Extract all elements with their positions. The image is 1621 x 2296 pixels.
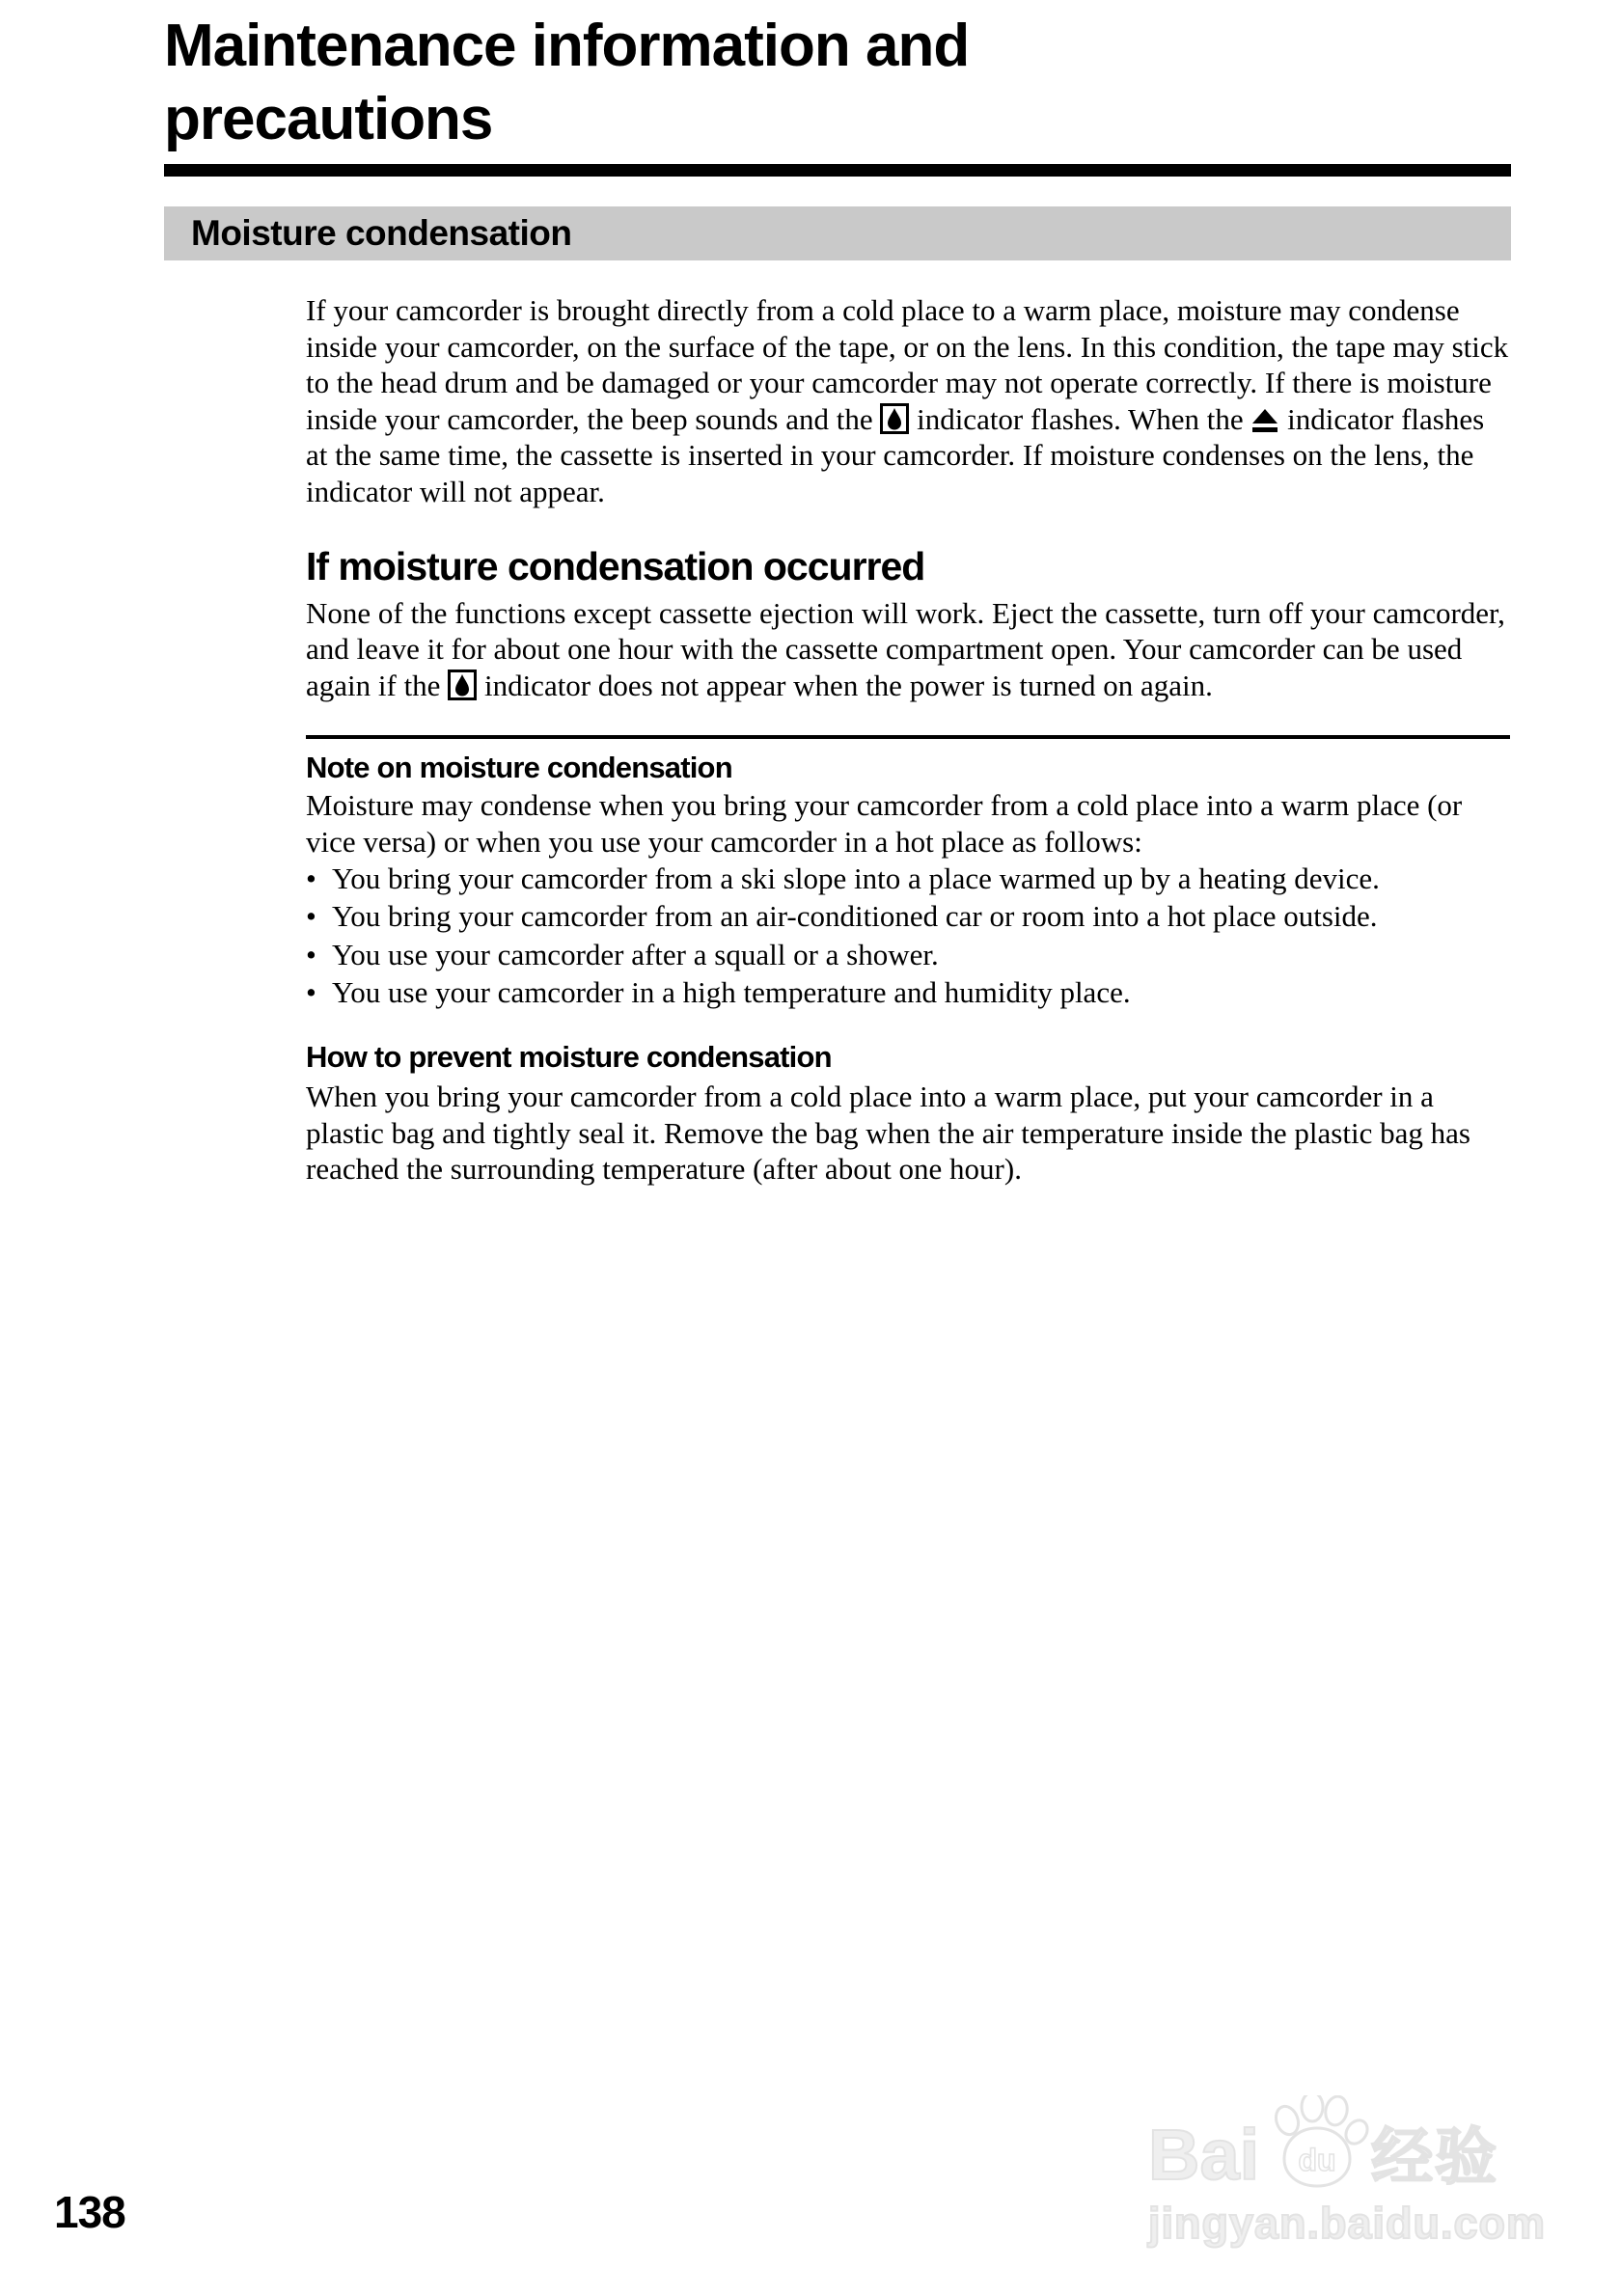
occurred-paragraph bbox=[306, 595, 1510, 704]
moisture-indicator-icon bbox=[880, 402, 909, 436]
baidu-watermark bbox=[1148, 2095, 1563, 2249]
baidu-logo bbox=[1148, 2095, 1563, 2195]
list-item bbox=[306, 937, 1510, 973]
page-number: 138 bbox=[54, 2187, 125, 2237]
baidu-logo-bai-text: Bai bbox=[1148, 2115, 1260, 2195]
list-item bbox=[306, 898, 1510, 935]
intro-paragraph bbox=[306, 292, 1510, 510]
note-divider-rule bbox=[306, 735, 1510, 739]
note-bullet-list bbox=[306, 861, 1510, 1011]
occurred-text-1: None of the functions except cassette ejection will work. Eject the cassette, turn off your camcorder, and leave it for about one hour with the cassette compartment open. Your camcorder can be used again if the bbox=[306, 595, 1505, 702]
eject-indicator-icon bbox=[1250, 402, 1279, 436]
heading-prevent-moisture: How to prevent moisture condensation bbox=[306, 1039, 832, 1074]
heading-note-moisture: Note on moisture condensation bbox=[306, 751, 732, 785]
intro-text-1: If your camcorder is brought directly from a cold place to a warm place, moisture may condense inside your camcorder, on the surface of the tape, or on the lens. In this condition, the tape may stick to the head drum and be damaged or your camcorder may not operate correctly. If there is moisture inside your camcorder, the beep sounds and the bbox=[306, 293, 1509, 436]
bullet-glyph: • bbox=[306, 937, 316, 971]
occurred-text-2: indicator does not appear when the power is turned on again. bbox=[477, 668, 1213, 702]
baidu-paw-icon bbox=[1261, 2095, 1369, 2197]
note-intro-paragraph: Moisture may condense when you bring your camcorder from a cold place into a warm place (or vice versa) or when you use your camcorder in a hot place as follows: bbox=[306, 788, 1463, 859]
list-item bbox=[306, 974, 1510, 1011]
intro-text-3: indicator flashes at the same time, the cassette is inserted in your camcorder. If moisture condenses on the lens, the indicator will not appear. bbox=[306, 401, 1485, 508]
bullet-glyph: • bbox=[306, 861, 316, 895]
bullet-glyph: • bbox=[306, 899, 316, 934]
bullet-glyph: • bbox=[306, 975, 316, 1010]
baidu-logo-cn-text: 经验 bbox=[1371, 2122, 1499, 2192]
bullet-text: You bring your camcorder from an air-conditioned car or room into a hot place outside. bbox=[332, 899, 1378, 934]
list-item bbox=[306, 861, 1510, 897]
moisture-indicator-icon bbox=[448, 669, 477, 702]
bullet-text: You bring your camcorder from a ski slope into a place warmed up by a heating device. bbox=[332, 861, 1380, 895]
title-divider-rule bbox=[164, 164, 1511, 177]
prevent-paragraph: When you bring your camcorder from a cold place into a warm place, put your camcorder in a plastic bag and tightly seal it. Remove the bag when the air temperature inside the plastic bag has reached the surrounding temperature (after about one hour). bbox=[306, 1079, 1470, 1187]
baidu-watermark-url: jingyan.baidu.com bbox=[1148, 2199, 1547, 2248]
bullet-text: You use your camcorder after a squall or a shower. bbox=[332, 937, 939, 971]
section-banner bbox=[164, 206, 1511, 260]
bullet-text: You use your camcorder in a high temperature and humidity place. bbox=[332, 975, 1131, 1010]
intro-text-2: indicator flashes. When the bbox=[909, 401, 1251, 436]
heading-if-moisture-occurred: If moisture condensation occurred bbox=[306, 543, 925, 588]
body-column bbox=[306, 292, 1510, 1188]
section-banner-label: Moisture condensation bbox=[191, 213, 572, 253]
page-title: Maintenance information and precautions bbox=[164, 13, 970, 152]
baidu-logo-du-text: du bbox=[1298, 2143, 1336, 2177]
